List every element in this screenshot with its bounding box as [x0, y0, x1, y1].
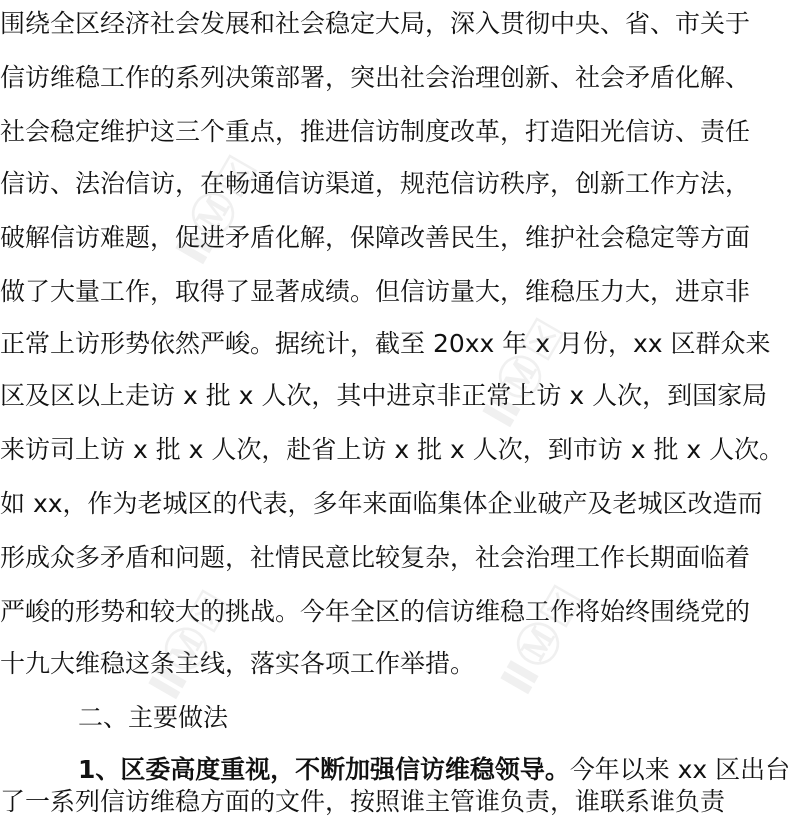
- paragraph-line: [0, 60, 800, 96]
- line-text: 围绕全区经济社会发展和社会稳定大局，深入贯彻中央、省、市关于: [0, 9, 751, 38]
- paragraph-line: [0, 274, 800, 310]
- paragraph-line: [0, 166, 800, 202]
- line-text: 做了大量工作，取得了显著成绩。但信访量大，维稳压力大，进京非: [0, 277, 751, 306]
- paragraph-line: [0, 486, 800, 522]
- paragraph-line: [0, 646, 800, 682]
- paragraph-line-cut: [0, 784, 800, 820]
- line-text: 信访、法治信访，在畅通信访渠道，规范信访秩序，创新工作方法，: [0, 169, 751, 198]
- line-text: 严峻的形势和较大的挑战。今年全区的信访维稳工作将始终围绕党的: [0, 597, 751, 626]
- section-heading-text: 二、主要做法: [78, 703, 229, 732]
- line-text: 十九大维稳这条主线，落实各项工作举措。: [0, 649, 476, 678]
- line-text: 来访司上访 x 批 x 人次，赴省上访 x 批 x 人次，到市访 x 批 x 人次。: [0, 435, 785, 464]
- line-text: 信访维稳工作的系列决策部署，突出社会治理创新、社会矛盾化解、: [0, 63, 751, 92]
- paragraph-line: [0, 326, 800, 362]
- subheading-bold-text: 1、区委高度重视，不断加强信访维稳领导。: [78, 755, 570, 784]
- watermark: ⅡⓂ☒: [139, 580, 243, 709]
- paragraph-line: [0, 220, 800, 256]
- paragraph-line: [0, 594, 800, 630]
- watermark: ⅡⓂ☒: [166, 145, 270, 274]
- paragraph-line: [0, 540, 800, 576]
- watermark: ⅡⓂ☒: [491, 575, 595, 704]
- watermark: ⅡⓂ☒: [473, 308, 577, 437]
- line-text: 如 xx，作为老城区的代表，多年来面临集体企业破产及老城区改造而: [0, 489, 763, 518]
- line-text: 正常上访形势依然严峻。据统计，截至 20xx 年 x 月份，xx 区群众来: [0, 329, 771, 358]
- subheading-rest-text: 今年以来 xx 区出台: [569, 755, 791, 784]
- line-text: 区及区以上走访 x 批 x 人次，其中进京非正常上访 x 人次，到国家局: [0, 381, 768, 410]
- line-text: 破解信访难题，促进矛盾化解，保障改善民生，维护社会稳定等方面: [0, 223, 751, 252]
- line-text: 社会稳定维护这三个重点，推进信访制度改革，打造阳光信访、责任: [0, 117, 751, 146]
- paragraph-line: [0, 6, 800, 42]
- section-heading: [0, 700, 800, 736]
- subheading-line: [0, 752, 800, 788]
- paragraph-line: [0, 378, 800, 414]
- subheading-wrap: [78, 752, 790, 788]
- line-text: 了一系列信访维稳方面的文件，按照谁主管谁负责，谁联系谁负责: [0, 787, 726, 816]
- paragraph-line: [0, 432, 800, 468]
- paragraph-line: [0, 114, 800, 150]
- line-text: 形成众多矛盾和问题，社情民意比较复杂，社会治理工作长期面临着: [0, 543, 751, 572]
